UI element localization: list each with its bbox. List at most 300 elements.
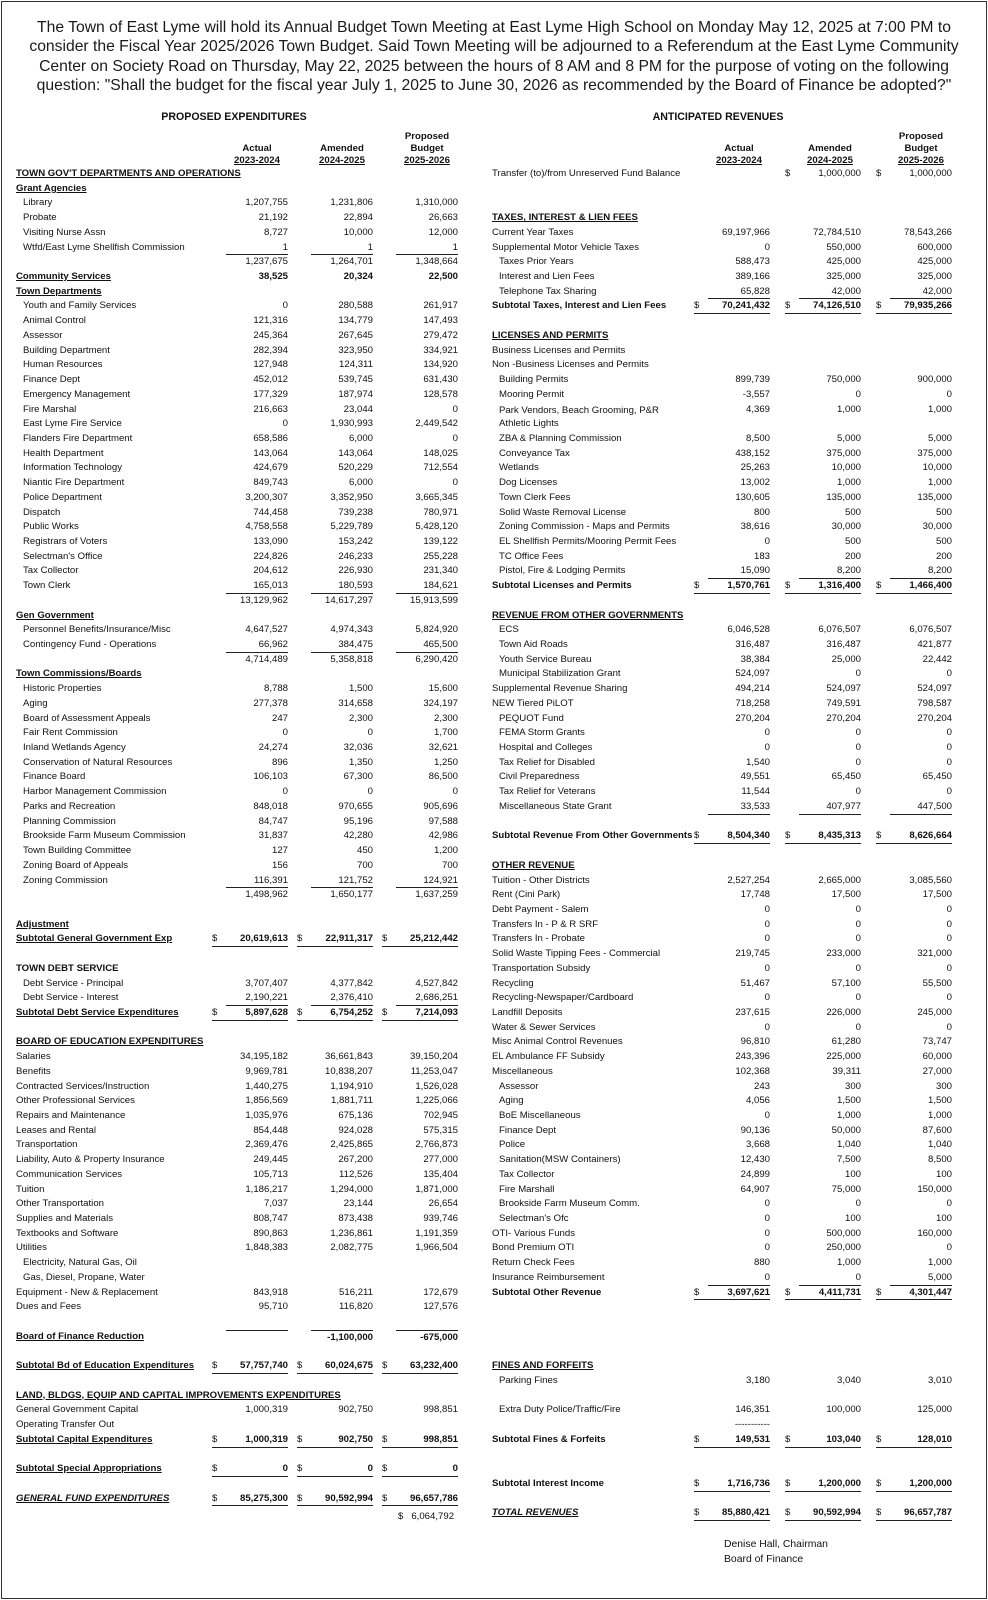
value-amended: 36,661,843: [324, 1051, 373, 1063]
value-proposed: 1,000: [927, 1110, 952, 1121]
value-amended: 425,000: [826, 256, 861, 268]
value-actual: $ 20,619,613: [212, 932, 288, 947]
value-proposed: 0: [452, 786, 458, 798]
value-proposed: $ 1,000,000: [876, 167, 952, 182]
value-amended: 1,264,701: [330, 256, 373, 268]
line-item: [492, 520, 972, 535]
value-proposed: 86,500: [428, 771, 458, 783]
line-item: [16, 932, 474, 947]
value-actual: 247: [271, 712, 288, 724]
line-item-label: LAND, BLDGS, EQUIP AND CAPITAL IMPROVEMENTS EXPENDITURES: [16, 1389, 341, 1401]
value-proposed: 8,500: [927, 1154, 952, 1166]
revenues-rows: [492, 167, 972, 1521]
value-proposed: 87,600: [922, 1124, 952, 1136]
value-amended: 1,650,177: [330, 889, 373, 901]
line-item-label: Finance Dept: [499, 1124, 557, 1136]
spacer-row: [492, 1300, 972, 1315]
line-item-label: Assessor: [499, 1080, 539, 1092]
line-item-label: Town Clerk: [23, 580, 71, 592]
line-item-label: PEQUOT Fund: [499, 712, 564, 724]
value-amended: 539,745: [338, 374, 373, 386]
line-item: [492, 506, 972, 521]
line-item: [16, 844, 474, 859]
line-item: [492, 1168, 972, 1183]
line-item: [16, 1271, 474, 1286]
value-amended: 23,144: [343, 1198, 373, 1210]
value-proposed: 0: [946, 962, 952, 974]
value-proposed: $ 0: [382, 1462, 458, 1477]
value-proposed: 279,472: [423, 329, 458, 341]
value-actual: 143,064: [253, 447, 288, 459]
line-item: [16, 638, 474, 653]
line-item-label: Water & Sewer Services: [492, 1021, 596, 1033]
line-item-label: REVENUE FROM OTHER GOVERNMENTS: [492, 609, 684, 621]
line-item: [16, 1109, 474, 1124]
spacer-row: [492, 594, 972, 609]
dollar-sign: $: [876, 1477, 882, 1489]
line-item-label: General Government Capital: [16, 1404, 139, 1416]
dollar-sign: $: [785, 1477, 791, 1489]
line-item-label: Board of Finance Reduction: [16, 1330, 144, 1342]
dollar-sign: $: [876, 1433, 882, 1445]
value-amended: 50,000: [831, 1124, 861, 1136]
value-actual: $ 85,275,300: [212, 1492, 288, 1507]
value-proposed: 139,122: [423, 535, 458, 547]
value-actual: 899,739: [735, 374, 770, 386]
dollar-sign: $: [382, 1492, 388, 1504]
line-item: [16, 1050, 474, 1065]
value-proposed: 6,076,507: [909, 624, 952, 636]
dollar-sign: $: [694, 580, 700, 592]
line-item: [492, 638, 972, 653]
value-amended: 1,500: [836, 1095, 861, 1107]
line-item: [16, 1418, 474, 1433]
value-actual: 1,207,755: [245, 197, 288, 209]
dollar-sign: $: [297, 1433, 303, 1445]
value-amended: $ 4,411,731: [785, 1286, 861, 1301]
value-amended: $ 90,592,994: [785, 1506, 861, 1521]
line-item: [16, 1197, 474, 1212]
value-amended: $ 60,024,675: [297, 1359, 373, 1374]
line-item: [16, 520, 474, 535]
value-amended: 0: [855, 1021, 861, 1033]
line-item-label: Visiting Nurse Assn: [23, 226, 106, 238]
value-amended: 95,196: [343, 815, 373, 827]
line-item: [16, 815, 474, 830]
line-item-label: Planning Commission: [23, 815, 116, 827]
line-item: [492, 977, 972, 992]
value-amended: 323,950: [338, 344, 373, 356]
line-item-label: Town Building Committee: [23, 845, 132, 857]
value-proposed: 0: [946, 1242, 952, 1254]
value-proposed: $ 128,010: [876, 1433, 952, 1448]
dollar-sign: $: [382, 1360, 388, 1372]
expenditures-title: PROPOSED EXPENDITURES: [161, 111, 307, 123]
line-item: [492, 564, 972, 579]
value-proposed: 447,500: [890, 800, 952, 815]
line-item: [16, 564, 474, 579]
value-proposed: 22,500: [428, 271, 458, 283]
value-proposed: 12,000: [428, 226, 458, 238]
value-amended: 0: [855, 992, 861, 1004]
value-amended: 1,040: [836, 1139, 861, 1151]
line-item-label: Electricity, Natural Gas, Oil: [23, 1257, 137, 1269]
line-item: [492, 1374, 972, 1389]
line-item: [492, 550, 972, 565]
value-actual: $ 149,531: [694, 1433, 770, 1448]
value-amended: 0: [855, 903, 861, 915]
value-amended: 143,064: [338, 447, 373, 459]
dollar-sign: $: [785, 300, 791, 312]
value-proposed: 0: [946, 786, 952, 798]
value-amended: 3,040: [836, 1374, 861, 1386]
line-item-label: Debt Payment - Salem: [492, 903, 589, 915]
line-item-label: Brookside Farm Museum Commission: [23, 830, 186, 842]
line-item-label: Town Commissions/Boards: [16, 668, 142, 680]
line-item-label: Recycling: [492, 977, 534, 989]
value-proposed: 631,430: [423, 374, 458, 386]
line-item: [492, 299, 972, 314]
line-item: [492, 1506, 972, 1521]
line-item-label: Selectman's Ofc: [499, 1213, 569, 1225]
line-item-label: Wtfd/East Lyme Shellfish Commission: [23, 241, 185, 253]
value-proposed: 325,000: [917, 271, 952, 283]
value-proposed: 321,000: [917, 948, 952, 960]
value-proposed: 277,000: [423, 1154, 458, 1166]
line-item-label: OTI- Various Funds: [492, 1227, 575, 1239]
value-amended: $ 6,754,252: [297, 1006, 373, 1021]
line-item-label: Tax Collector: [23, 565, 79, 577]
value-proposed: 1,200: [433, 845, 458, 857]
dollar-sign: $: [876, 168, 882, 179]
line-item: [492, 1212, 972, 1227]
value-amended: 902,750: [338, 1404, 373, 1416]
line-item-label: Dog Licenses: [499, 477, 558, 489]
value-actual: 4,758,558: [245, 521, 288, 533]
value-actual: 0: [708, 1271, 770, 1286]
value-amended: 1,000: [836, 477, 861, 489]
value-proposed: 375,000: [917, 447, 952, 459]
value-proposed: $ 79,935,266: [876, 299, 952, 314]
line-item: [492, 1359, 972, 1374]
line-item: [16, 1212, 474, 1227]
value-proposed: 3,010: [927, 1374, 952, 1386]
line-item: [492, 918, 972, 933]
line-item: [16, 1241, 474, 1256]
line-item-label: Public Works: [23, 521, 79, 533]
line-item-label: Transfer (to)/from Unreserved Fund Balance: [492, 168, 681, 179]
line-item: [16, 1300, 474, 1315]
value-amended: 100: [844, 1168, 861, 1180]
line-item: [16, 388, 474, 403]
value-actual: 848,018: [253, 800, 288, 812]
value-proposed: 1,000: [927, 1257, 952, 1269]
value-actual: 2,527,254: [727, 874, 770, 886]
value-amended: 4,974,343: [330, 624, 373, 636]
line-item-label: Liability, Auto & Property Insurance: [16, 1154, 165, 1166]
line-item-label: BOARD OF EDUCATION EXPENDITURES: [16, 1036, 204, 1048]
line-item-label: NEW Tiered PiLOT: [492, 697, 574, 709]
value-amended: $ 8,435,313: [785, 829, 861, 844]
value-actual: 8,500: [745, 432, 770, 444]
value-amended: 153,242: [338, 535, 373, 547]
value-amended: 187,974: [338, 388, 373, 400]
line-item-label: Salaries: [16, 1051, 51, 1063]
value-amended: 3,352,950: [330, 491, 373, 503]
dollar-sign: $: [382, 933, 388, 945]
value-amended: 739,238: [338, 506, 373, 518]
value-proposed: $ 63,232,400: [382, 1359, 458, 1374]
value-actual: 0: [764, 742, 770, 754]
value-proposed: 702,945: [423, 1110, 458, 1121]
value-actual: 1,237,675: [245, 256, 288, 268]
revenues-column: [492, 110, 972, 1521]
line-item-label: Subtotal Bd of Education Expenditures: [16, 1360, 195, 1372]
value-proposed: 65,450: [922, 771, 952, 783]
line-item: [492, 1035, 972, 1050]
value-actual: $ 5,897,628: [212, 1006, 288, 1021]
line-item-label: LICENSES AND PERMITS: [492, 329, 609, 341]
line-item-label: Dues and Fees: [16, 1301, 82, 1313]
line-item-label: Niantic Fire Department: [23, 477, 125, 489]
line-item-label: Health Department: [23, 447, 104, 459]
line-item-label: Transfers In - P & R SRF: [492, 918, 599, 930]
line-item-label: TAXES, INTEREST & LIEN FEES: [492, 212, 638, 224]
value-amended: 135,000: [826, 491, 861, 503]
line-item-label: Tuition - Other Districts: [492, 874, 590, 886]
line-item-label: Conservation of Natural Resources: [23, 756, 173, 768]
value-proposed: 100: [935, 1168, 952, 1180]
value-proposed: 42,000: [890, 285, 952, 300]
value-actual: 17,748: [740, 889, 770, 901]
line-item: [492, 1153, 972, 1168]
value-actual: 216,663: [253, 403, 288, 415]
value-actual: 1,498,962: [245, 889, 288, 901]
line-item: [492, 1227, 972, 1242]
line-item: [492, 535, 972, 550]
value-actual: 165,013: [226, 579, 288, 594]
value-proposed: 798,587: [917, 697, 952, 709]
value-proposed: 0: [946, 742, 952, 754]
value-proposed: 2,300: [433, 712, 458, 724]
value-amended: 116,820: [339, 1301, 373, 1313]
value-proposed: 42,986: [428, 830, 458, 842]
dollar-sign: $: [785, 168, 791, 179]
line-item-label: EL Ambulance FF Subsidy: [492, 1051, 605, 1063]
line-item: [16, 344, 474, 359]
value-actual: 3,707,407: [245, 977, 288, 989]
value-actual: 588,473: [735, 256, 770, 268]
line-item-label: Historic Properties: [23, 683, 102, 695]
value-amended: 0: [855, 756, 861, 768]
value-actual: 6,046,528: [727, 624, 770, 636]
value-actual: 7,037: [263, 1198, 288, 1210]
value-amended: 180,593: [311, 579, 373, 594]
line-item: [16, 1389, 474, 1404]
value-proposed: $ 1,200,000: [876, 1477, 952, 1492]
value-amended: 325,000: [826, 271, 861, 283]
value-proposed: $ 7,214,093: [382, 1006, 458, 1021]
value-amended: 749,591: [826, 697, 861, 709]
value-actual: $ 0: [212, 1462, 288, 1477]
line-item-label: Insurance Reimbursement: [492, 1271, 605, 1283]
signature-title: Board of Finance: [724, 1553, 804, 1565]
line-item: [16, 1433, 474, 1448]
value-actual: 4,369: [745, 403, 770, 415]
line-item-label: Subtotal General Government Exp: [16, 933, 173, 945]
value-actual: 224,826: [253, 550, 288, 562]
value-proposed: 1,637,259: [415, 889, 458, 901]
value-amended: 1,350: [348, 756, 373, 768]
line-item-label: Zoning Commission - Maps and Permits: [499, 521, 670, 533]
spacer-row: [492, 314, 972, 329]
value-amended: 14,617,297: [324, 594, 373, 606]
value-actual: 66,962: [226, 638, 288, 653]
line-item-label: Town Aid Roads: [499, 639, 568, 650]
line-item: [16, 800, 474, 815]
value-actual: 880: [753, 1257, 770, 1269]
value-amended: 25,000: [831, 653, 861, 665]
value-proposed: 15,913,599: [409, 594, 458, 606]
value-proposed: 0: [946, 727, 952, 739]
line-item-label: Debt Service - Principal: [23, 977, 124, 989]
line-item: [16, 726, 474, 741]
value-amended: 270,204: [826, 712, 861, 724]
value-amended: 100: [844, 1213, 861, 1225]
line-item: [492, 1197, 972, 1212]
line-item: [492, 609, 972, 624]
value-actual: 13,129,962: [239, 594, 288, 606]
value-proposed: 231,340: [423, 565, 458, 577]
value-amended: 924,028: [338, 1124, 373, 1136]
dollar-sign: $: [694, 1286, 700, 1298]
value-proposed: 124,921: [396, 874, 458, 889]
value-actual: 896: [271, 756, 288, 768]
value-actual: 0: [764, 1110, 770, 1121]
line-item: [16, 1359, 474, 1374]
line-item-label: Business Licenses and Permits: [492, 344, 626, 356]
value-amended: 5,229,789: [330, 521, 373, 533]
line-item-label: Harbor Management Commission: [23, 786, 167, 798]
line-item-label: Other Transportation: [16, 1198, 104, 1210]
value-proposed: 0: [946, 933, 952, 945]
line-item: [16, 196, 474, 211]
value-proposed: 5,000: [927, 432, 952, 444]
line-item-label: Police: [499, 1139, 526, 1151]
value-proposed: 939,746: [423, 1213, 458, 1225]
line-item-label: Aging: [499, 1095, 524, 1107]
line-item: [16, 167, 474, 182]
line-item-label: Assessor: [23, 329, 63, 341]
value-amended: 7,500: [836, 1154, 861, 1166]
value-proposed: 1,225,066: [415, 1095, 458, 1107]
value-actual: 31,837: [258, 830, 288, 842]
value-proposed: $ 8,626,664: [876, 829, 952, 844]
line-item-label: Non -Business Licenses and Permits: [492, 359, 649, 371]
value-actual: 8,788: [263, 683, 288, 695]
value-amended: 1,231,806: [330, 197, 373, 209]
value-actual: 237,615: [735, 1006, 770, 1018]
value-proposed: 1,348,664: [415, 256, 458, 268]
line-item-label: East Lyme Fire Service: [23, 418, 122, 430]
value-amended: 2,376,410: [311, 991, 373, 1006]
line-item: [492, 1286, 972, 1301]
value-actual: 3,180: [745, 1374, 770, 1386]
value-proposed: 2,766,873: [415, 1139, 458, 1151]
line-item-label: Solid Waste Tipping Fees - Commercial: [492, 948, 661, 960]
value-amended: 407,977: [799, 800, 861, 815]
value-proposed: 60,000: [922, 1051, 952, 1063]
value-amended: 0: [855, 388, 861, 400]
value-proposed: 15,600: [428, 683, 458, 695]
value-proposed: 39,150,204: [409, 1051, 458, 1063]
value-proposed: 127,576: [423, 1301, 458, 1313]
value-actual: 2,190,221: [226, 991, 288, 1006]
line-item: [16, 535, 474, 550]
value-proposed: 1,000: [927, 477, 952, 489]
value-amended: 10,838,207: [324, 1065, 373, 1077]
dollar-sign: $: [785, 1507, 791, 1519]
line-item-label: Contracted Services/Instruction: [16, 1080, 150, 1092]
value-actual: 243: [753, 1080, 770, 1092]
value-amended: 30,000: [831, 521, 861, 533]
line-item: [492, 800, 972, 815]
line-item: [16, 491, 474, 506]
value-proposed: -675,000: [396, 1330, 458, 1345]
value-actual: 316,487: [735, 639, 770, 650]
line-item-label: Utilities: [16, 1242, 47, 1254]
line-item: [16, 859, 474, 874]
value-amended: $ 902,750: [297, 1433, 373, 1448]
value-proposed: $ 4,301,447: [876, 1286, 952, 1301]
value-proposed: 425,000: [917, 256, 952, 268]
value-amended: 500: [844, 506, 861, 518]
value-actual: $ 1,000,319: [212, 1433, 288, 1448]
line-item-label: Zoning Commission: [23, 874, 108, 886]
value-amended: 100,000: [826, 1404, 861, 1416]
value-amended: 0: [855, 742, 861, 754]
line-item: [492, 1271, 972, 1286]
line-item: [492, 888, 972, 903]
line-item-label: TOWN DEBT SERVICE: [16, 962, 119, 974]
line-item: [492, 1109, 972, 1124]
value-proposed: 128,578: [423, 388, 458, 400]
line-item: [16, 1035, 474, 1050]
dollar-sign: $: [382, 1006, 388, 1018]
value-actual: 0: [764, 1242, 770, 1254]
value-proposed: 780,971: [423, 506, 458, 518]
value-actual: 3,200,307: [245, 491, 288, 503]
line-item: [16, 667, 474, 682]
value-proposed: 905,696: [423, 800, 458, 812]
value-actual: 1,000,319: [245, 1404, 288, 1416]
line-item: [492, 697, 972, 712]
line-item-label: Communication Services: [16, 1168, 123, 1180]
line-item: [492, 1138, 972, 1153]
value-proposed: 1: [396, 241, 458, 256]
value-proposed: 575,315: [423, 1124, 458, 1136]
line-item-label: Supplies and Materials: [16, 1213, 114, 1225]
line-item-label: Equipment - New & Replacement: [16, 1286, 158, 1298]
line-item: [492, 373, 972, 388]
value-proposed: 600,000: [917, 241, 952, 253]
value-actual: 102,368: [735, 1065, 770, 1077]
value-amended: 2,082,775: [330, 1242, 373, 1254]
value-actual: 0: [764, 933, 770, 945]
line-item: [16, 682, 474, 697]
value-amended: 0: [367, 786, 373, 798]
line-item-label: Gen Government: [16, 609, 94, 621]
